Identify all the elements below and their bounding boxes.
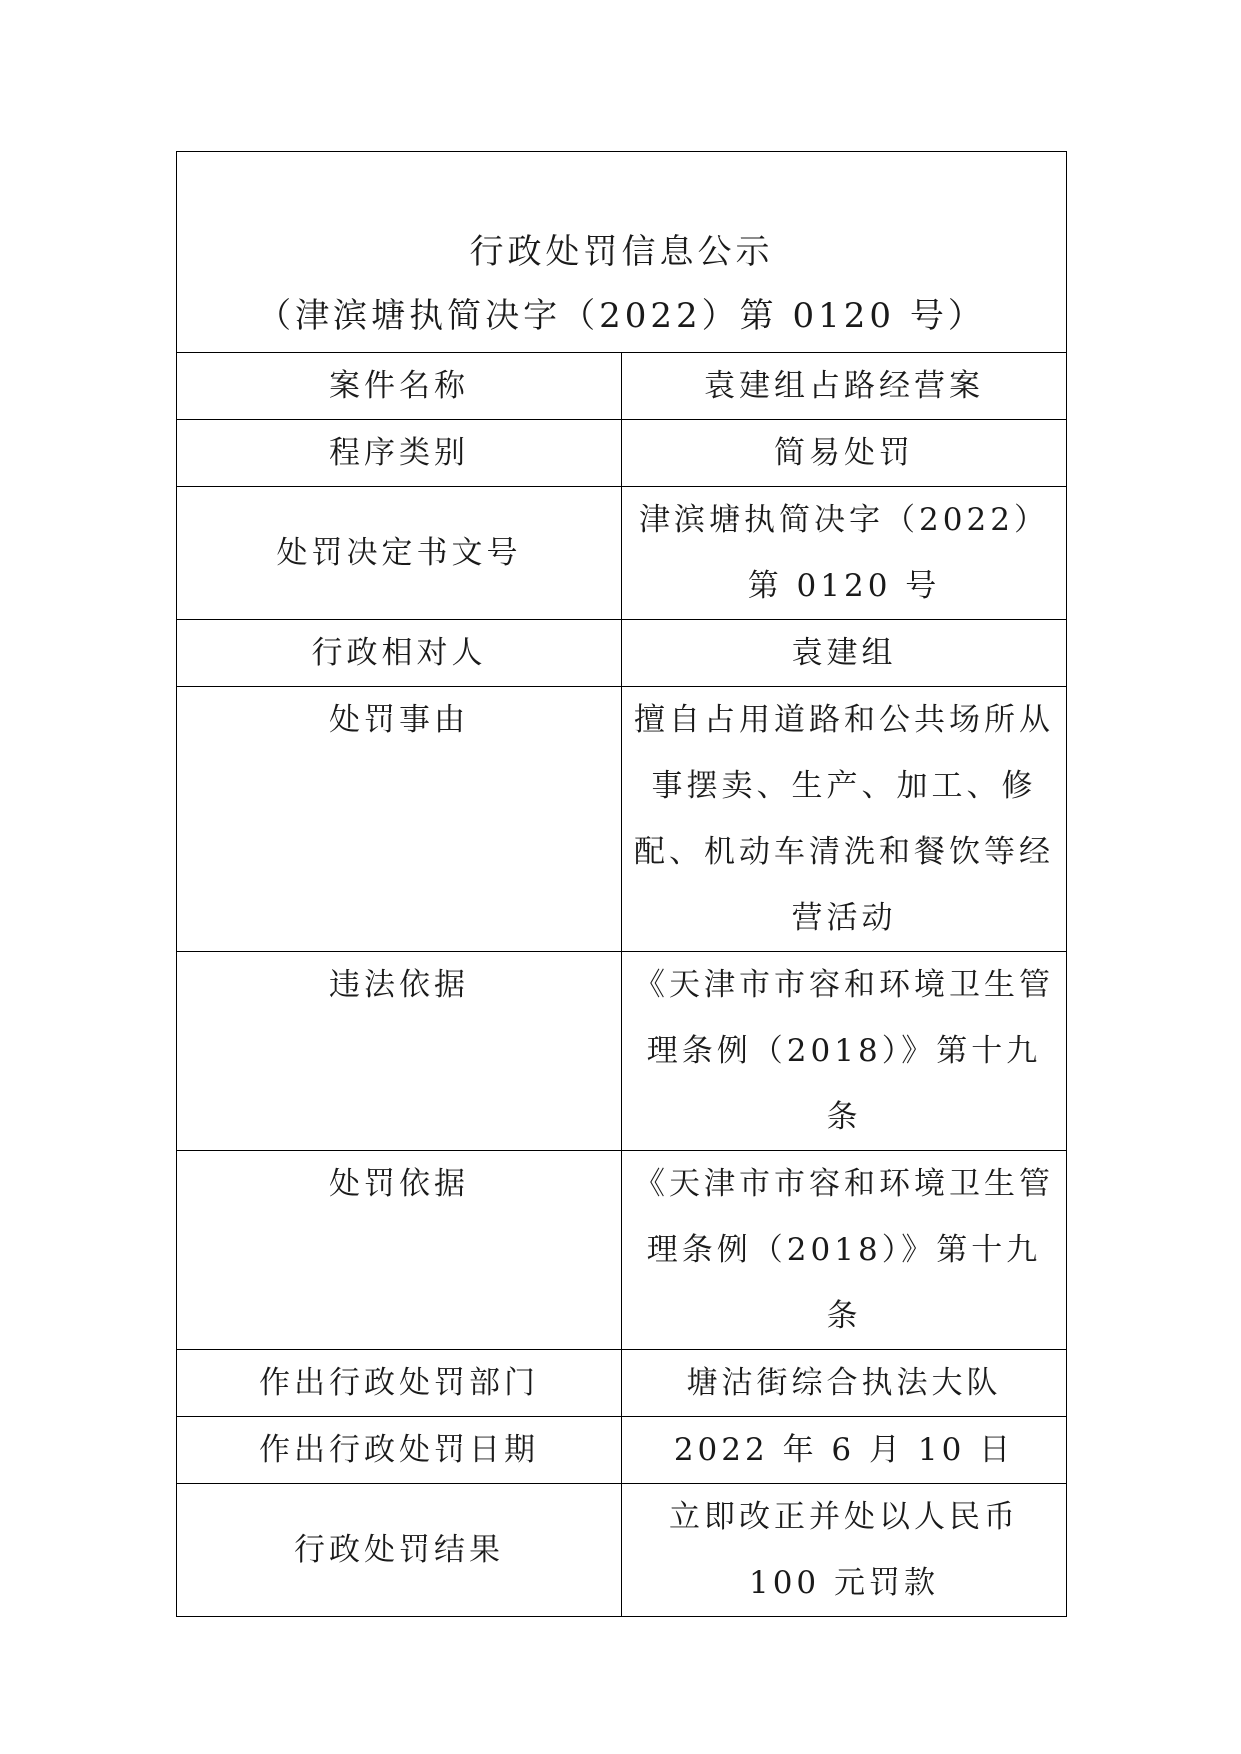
table-row [177,620,1067,687]
case-name-label: 案件名称 [177,353,622,420]
penalty-department-label: 作出行政处罚部门 [177,1350,622,1417]
table-row [177,687,1067,952]
penalty-basis-value: 《天津市市容和环境卫生管理条例（2018）》第十九条 [622,1151,1067,1350]
table-row [177,1350,1067,1417]
header-cell [177,152,1067,353]
table-row [177,487,1067,620]
document-number: （津滨塘执简决字（2022）第 0120 号） [257,296,986,336]
table-row [177,353,1067,420]
case-name-value: 袁建组占路经营案 [622,353,1067,420]
violation-basis-value: 《天津市市容和环境卫生管理条例（2018）》第十九条 [622,952,1067,1151]
procedure-type-value: 简易处罚 [622,420,1067,487]
decision-number-value: 津滨塘执简决字（2022）第 0120 号 [622,487,1067,620]
table-row [177,952,1067,1151]
penalty-date-label: 作出行政处罚日期 [177,1417,622,1484]
procedure-type-label: 程序类别 [177,420,622,487]
decision-number-label: 处罚决定书文号 [177,487,622,620]
penalty-result-value: 立即改正并处以人民币 100 元罚款 [622,1484,1067,1617]
counterparty-value: 袁建组 [622,620,1067,687]
table-row [177,1484,1067,1617]
penalty-reason-value: 擅自占用道路和公共场所从事摆卖、生产、加工、修配、机动车清洗和餐饮等经营活动 [622,687,1067,952]
penalty-basis-label: 处罚依据 [177,1151,622,1350]
penalty-result-label: 行政处罚结果 [177,1484,622,1617]
penalty-reason-label: 处罚事由 [177,687,622,952]
table-row [177,420,1067,487]
penalty-date-value: 2022 年 6 月 10 日 [622,1417,1067,1484]
violation-basis-label: 违法依据 [177,952,622,1151]
table-row [177,1417,1067,1484]
table-row [177,1151,1067,1350]
counterparty-label: 行政相对人 [177,620,622,687]
penalty-department-value: 塘沽街综合执法大队 [622,1350,1067,1417]
document-title: 行政处罚信息公示 [469,232,774,272]
penalty-info-table [176,151,1067,1617]
